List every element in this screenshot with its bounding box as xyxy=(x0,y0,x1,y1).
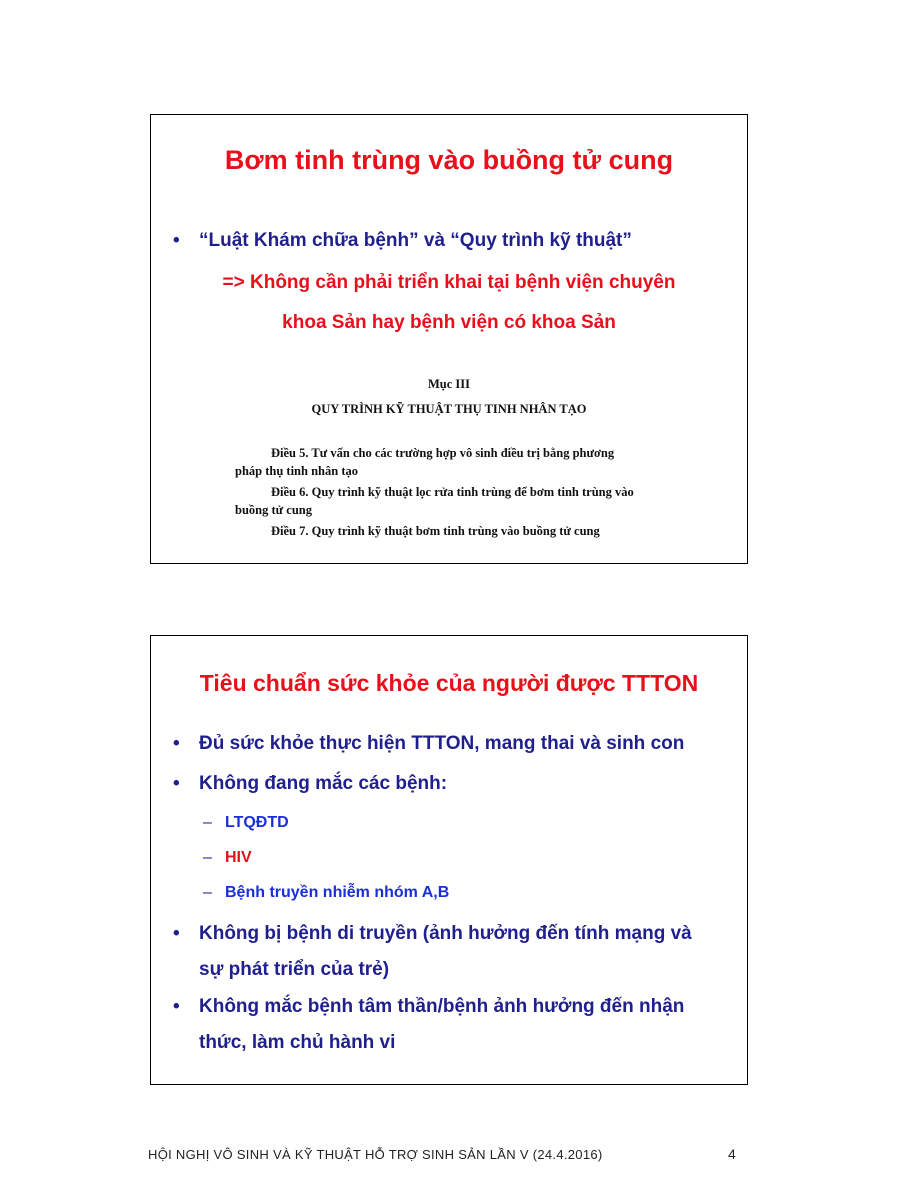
slide-1-conclusion-line-1: => Không cần phải triển khai tại bệnh viện chuyên xyxy=(222,272,676,293)
slide-2-bullet-2-text: Không đang mắc các bệnh: xyxy=(199,773,448,794)
slide-1-conclusion-line-2: khoa Sản hay bệnh viện có khoa Sản xyxy=(282,312,616,333)
slide-2-bullet-3-line-1: Không bị bệnh di truyền (ảnh hưởng đến tính mạng và xyxy=(199,923,692,944)
slide-2-bullet-3 xyxy=(173,916,692,952)
slide-2-title: Tiêu chuẩn sức khỏe của người được TTTON xyxy=(199,670,699,696)
dash-icon: – xyxy=(203,849,212,866)
footer-text: HỘI NGHỊ VÔ SINH VÀ KỸ THUẬT HỖ TRỢ SINH SẢN LẦN V (24.4.2016) xyxy=(148,1147,603,1162)
dash-icon: – xyxy=(203,884,212,901)
slide-2-bullet-4-line-1: Không mắc bệnh tâm thần/bệnh ảnh hưởng đến nhận xyxy=(199,996,685,1017)
slide-2 xyxy=(150,635,748,1085)
slide-2-bullet-4 xyxy=(173,989,685,1025)
bullet-dot-icon: • xyxy=(173,773,180,794)
bullet-dot-icon: • xyxy=(173,923,180,944)
bullet-dot-icon: • xyxy=(173,230,180,251)
slide-2-bullet-3-line-2: sự phát triển của trẻ) xyxy=(199,959,390,980)
slide-1 xyxy=(150,114,748,564)
slide-1-bullet xyxy=(173,223,632,259)
document-article-6-line-2: buồng tử cung xyxy=(235,503,312,517)
slide-1-title: Bơm tinh trùng vào buồng tử cung xyxy=(224,145,674,175)
document-article-5-line-2: pháp thụ tinh nhân tạo xyxy=(235,464,358,478)
document-article-7: Điều 7. Quy trình kỹ thuật bơm tinh trùng vào buồng tử cung xyxy=(271,524,600,538)
bullet-dot-icon: • xyxy=(173,996,180,1017)
slide-2-bullet-4-line-2: thức, làm chủ hành vi xyxy=(199,1032,396,1053)
bullet-dot-icon: • xyxy=(173,733,180,754)
slide-2-bullet-2 xyxy=(173,766,448,802)
slide-1-bullet-text: “Luật Khám chữa bệnh” và “Quy trình kỹ thuật” xyxy=(199,230,632,251)
sub-item-infectious xyxy=(203,882,450,904)
sub-item-ltqdtd-text: LTQĐTD xyxy=(225,814,289,831)
document-article-6-line-1: Điều 6. Quy trình kỹ thuật lọc rửa tinh trùng để bơm tinh trùng vào xyxy=(271,485,634,499)
sub-item-ltqdtd xyxy=(203,812,289,834)
document-article-5-line-1: Điều 5. Tư vấn cho các trường hợp vô sinh điều trị bằng phương xyxy=(271,446,615,460)
sub-item-hiv-text: HIV xyxy=(225,849,252,866)
sub-item-hiv xyxy=(203,847,252,869)
slide-2-bullet-1 xyxy=(173,726,685,762)
sub-item-infectious-text: Bệnh truyền nhiễm nhóm A,B xyxy=(225,884,450,901)
slide-2-bullet-1-text: Đủ sức khỏe thực hiện TTTON, mang thai và sinh con xyxy=(199,733,685,754)
document-section: Mục III xyxy=(427,377,471,391)
document-heading: QUY TRÌNH KỸ THUẬT THỤ TINH NHÂN TẠO xyxy=(311,402,587,416)
dash-icon: – xyxy=(203,814,212,831)
page-number: 4 xyxy=(728,1146,736,1162)
